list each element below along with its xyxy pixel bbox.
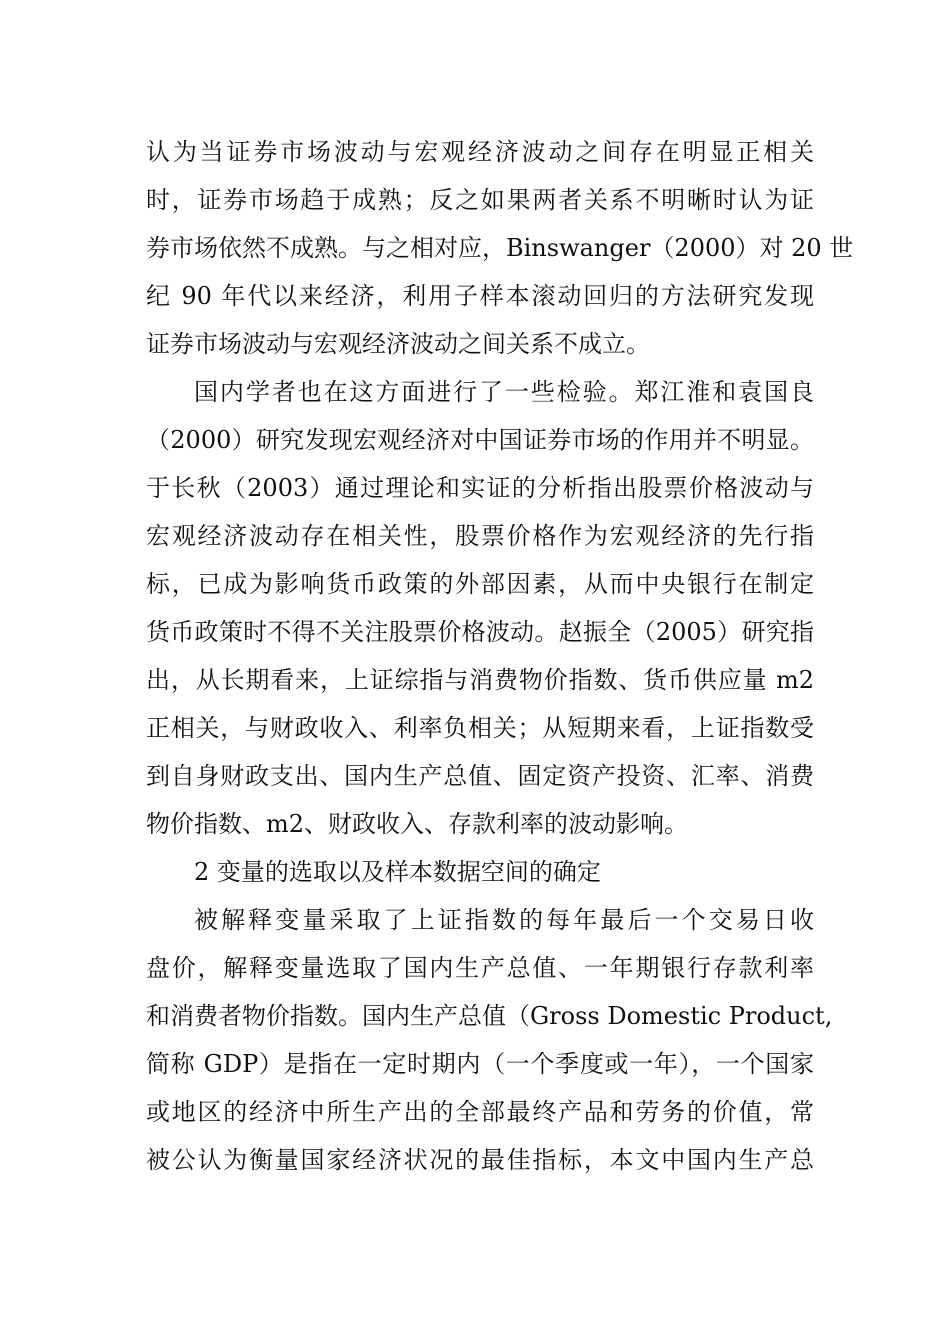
text-line: 证券市场波动与宏观经济波动之间关系不成立。 — [146, 330, 650, 358]
text-line: 简称 GDP）是指在一定时期内（一个季度或一年），一个国家 — [146, 1050, 814, 1078]
text-line: 到自身财政支出、国内生产总值、固定资产投资、汇率、消费 — [146, 762, 814, 790]
text-line: 或地区的经济中所生产出的全部最终产品和劳务的价值，常 — [146, 1098, 814, 1126]
text-line: 于长秋（2003）通过理论和实证的分析指出股票价格波动与 — [146, 474, 814, 502]
text-line: 标，已成为影响货币政策的外部因素，从而中央银行在制定 — [146, 570, 814, 598]
text-line: 时，证券市场趋于成熟；反之如果两者关系不明晰时认为证 — [146, 186, 814, 214]
text-line: 出，从长期看来，上证综指与消费物价指数、货币供应量 m2 — [146, 666, 814, 694]
text-line: 正相关，与财政收入、利率负相关；从短期来看，上证指数受 — [146, 714, 814, 742]
text-line: 国内学者也在这方面进行了一些检验。郑江淮和袁国良 — [194, 378, 814, 406]
text-line: 宏观经济波动存在相关性，股票价格作为宏观经济的先行指 — [146, 522, 814, 550]
text-line: 被解释变量采取了上证指数的每年最后一个交易日收 — [194, 906, 814, 934]
section-heading: 2 变量的选取以及样本数据空间的确定 — [194, 858, 601, 886]
body-text — [146, 128, 854, 1184]
text-line: 货币政策时不得不关注股票价格波动。赵振全（2005）研究指 — [146, 618, 814, 646]
text-line: 物价指数、m2、财政收入、存款利率的波动影响。 — [146, 810, 689, 838]
text-line: 纪 90 年代以来经济，利用子样本滚动回归的方法研究发现 — [146, 282, 814, 310]
text-line: （2000）研究发现宏观经济对中国证券市场的作用并不明显。 — [146, 426, 814, 454]
text-line: 认为当证券市场波动与宏观经济波动之间存在明显正相关 — [146, 138, 814, 166]
text-line: 盘价，解释变量选取了国内生产总值、一年期银行存款利率 — [146, 954, 814, 982]
text-line: 券市场依然不成熟。与之相对应，Binswanger（2000）对 20 世 — [146, 234, 854, 262]
text-line: 和消费者物价指数。国内生产总值（Gross Domestic Product, — [146, 1002, 833, 1030]
text-line: 被公认为衡量国家经济状况的最佳指标，本文中国内生产总 — [146, 1146, 814, 1174]
